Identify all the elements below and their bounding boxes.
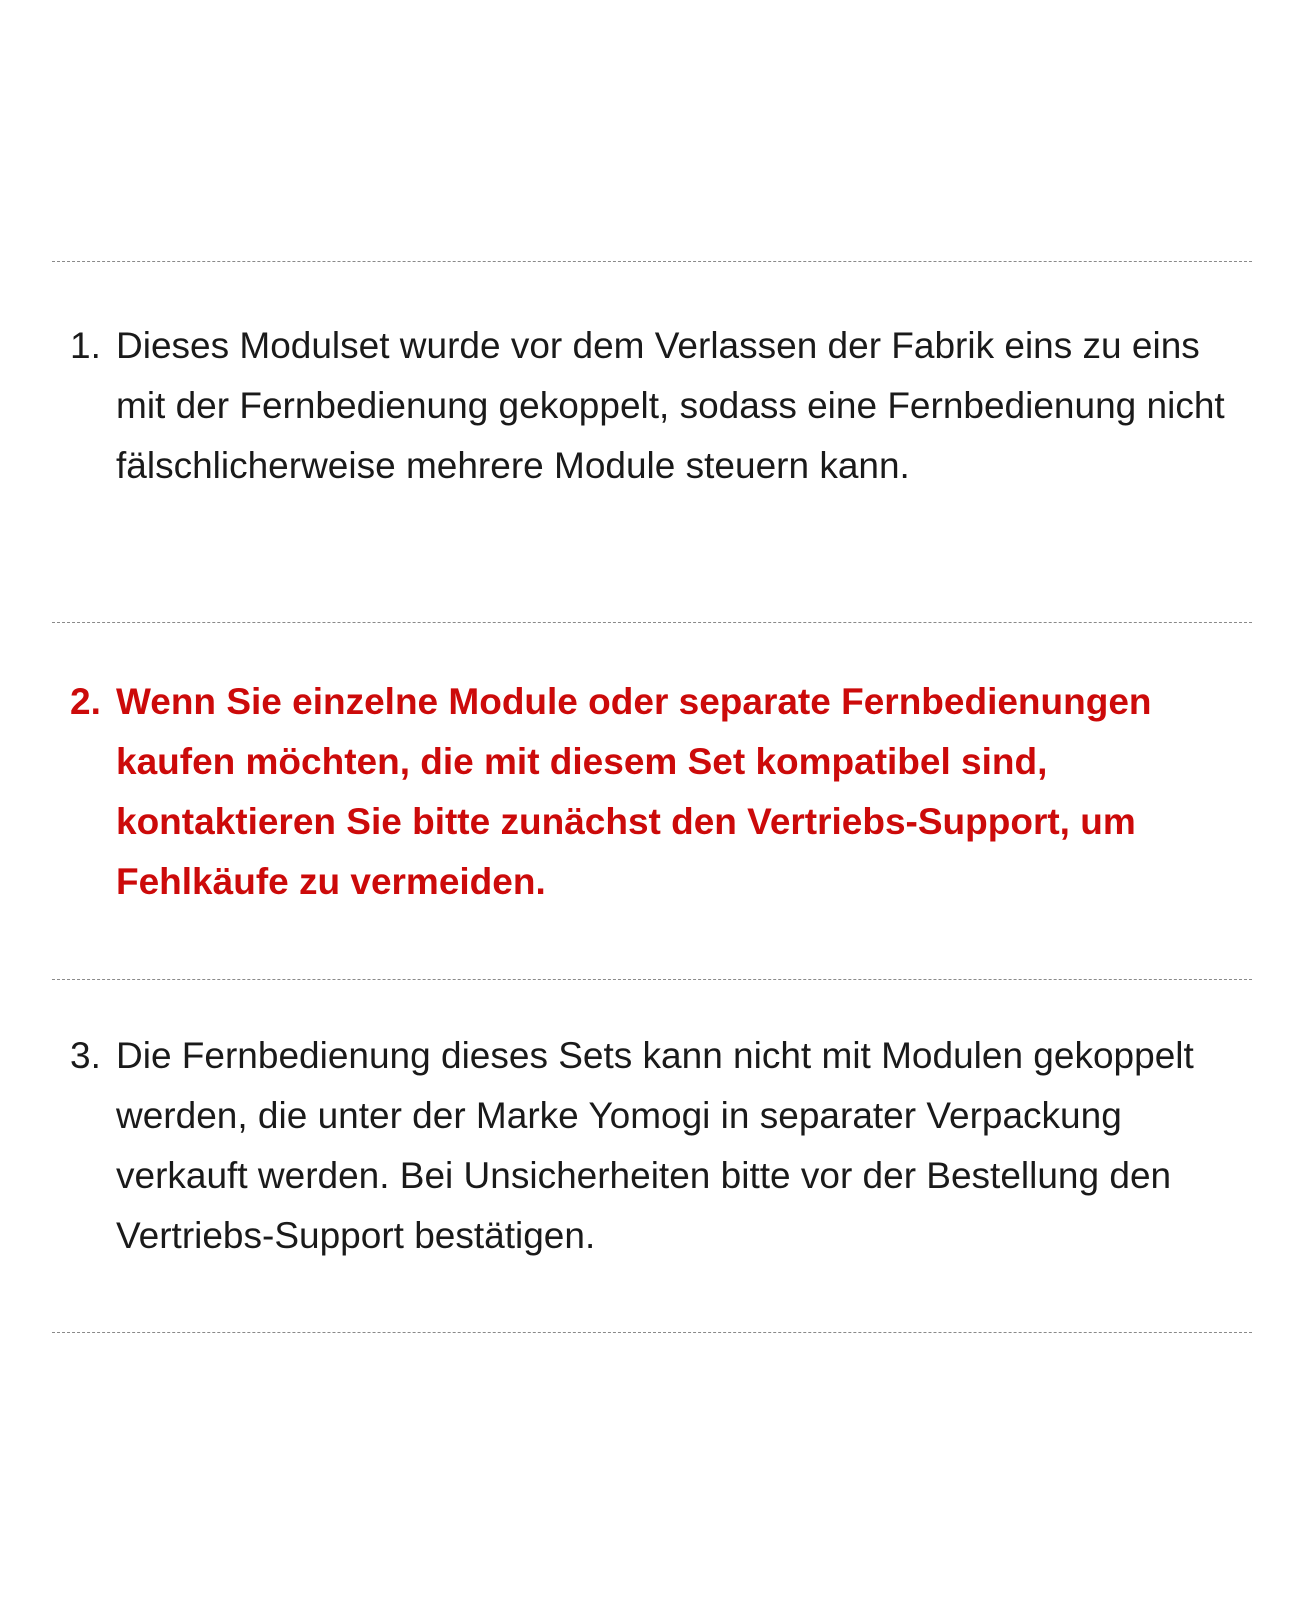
note-text: Die Fernbedienung dieses Sets kann nicht mit Modulen gekoppelt werden, die unter der Marke Yomogi in separater Verpackung verkauft werden. Bei Unsicherheiten bitte vor der Bestellung den Vertriebs-Support bestätigen. [116,1035,1194,1256]
note-number: 1. [70,325,101,366]
note-number: 3. [70,1035,101,1076]
note-item-2 [70,672,1250,912]
note-item-1 [70,316,1250,496]
divider [52,979,1252,980]
note-number: 2. [70,681,101,722]
note-text: Dieses Modulset wurde vor dem Verlassen der Fabrik eins zu eins mit der Fernbedienung gekoppelt, sodass eine Fernbedienung nicht fälschlicherweise mehrere Module steuern kann. [116,325,1225,486]
divider [52,261,1252,262]
note-item-3 [70,1026,1250,1266]
divider [52,622,1252,623]
note-text: Wenn Sie einzelne Module oder separate Fernbedienungen kaufen möchten, die mit diesem Set kompatibel sind, kontaktieren Sie bitte zunächst den Vertriebs-Support, um Fehlkäufe zu vermeiden. [116,681,1152,902]
divider [52,1332,1252,1333]
